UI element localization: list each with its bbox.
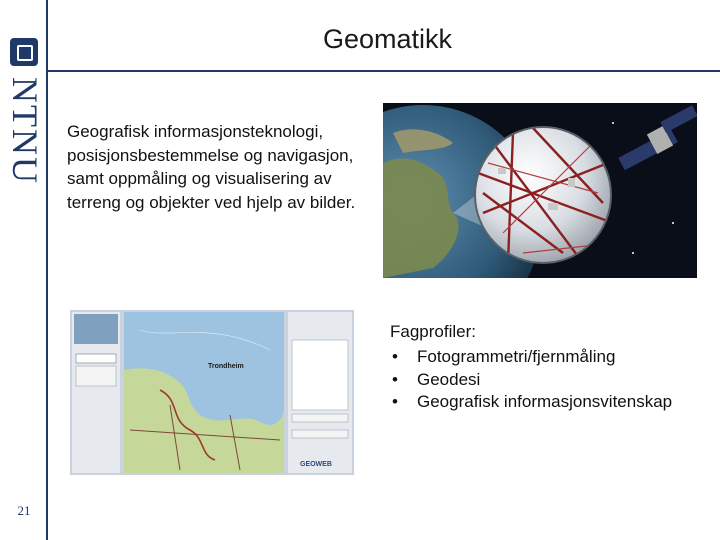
geoweb-map-screenshot xyxy=(70,310,354,475)
profiles-heading: Fagprofiler: xyxy=(390,322,476,341)
list-item xyxy=(390,346,710,369)
intro-paragraph: Geografisk informasjonsteknologi, posisjonsbestemmelse og navigasjon, samt oppmåling og visualisering av terreng og objekter ved hjelp av bilder. xyxy=(67,122,356,212)
list-item xyxy=(390,369,710,392)
slide-title-text: Geomatikk xyxy=(322,24,452,54)
ntnu-sidebar xyxy=(0,0,48,540)
map-place-label: Trondheim xyxy=(208,363,244,370)
globe-satellite-image xyxy=(383,103,697,278)
ntnu-logo-text xyxy=(5,76,45,186)
ntnu-logo-icon xyxy=(10,38,38,66)
profiles-section xyxy=(390,322,710,414)
profile-label: Geodesi xyxy=(417,369,481,389)
bullet: • xyxy=(392,392,398,411)
slide-title xyxy=(48,0,720,70)
map-thumbnail xyxy=(74,314,118,344)
profile-label: Geografisk informasjonsvitenskap xyxy=(417,392,673,411)
page-number: 21 xyxy=(17,503,31,518)
title-divider xyxy=(48,70,720,72)
list-item xyxy=(390,391,710,414)
layer-select xyxy=(76,354,116,363)
profiles-list xyxy=(390,346,710,414)
geoweb-logo: GEOWEB xyxy=(300,461,332,468)
ntnu-logo-label: NTNU xyxy=(5,77,45,185)
profile-label: Fotogrammetri/fjernmåling xyxy=(417,347,616,366)
bullet: • xyxy=(392,369,398,389)
bullet: • xyxy=(392,347,398,366)
